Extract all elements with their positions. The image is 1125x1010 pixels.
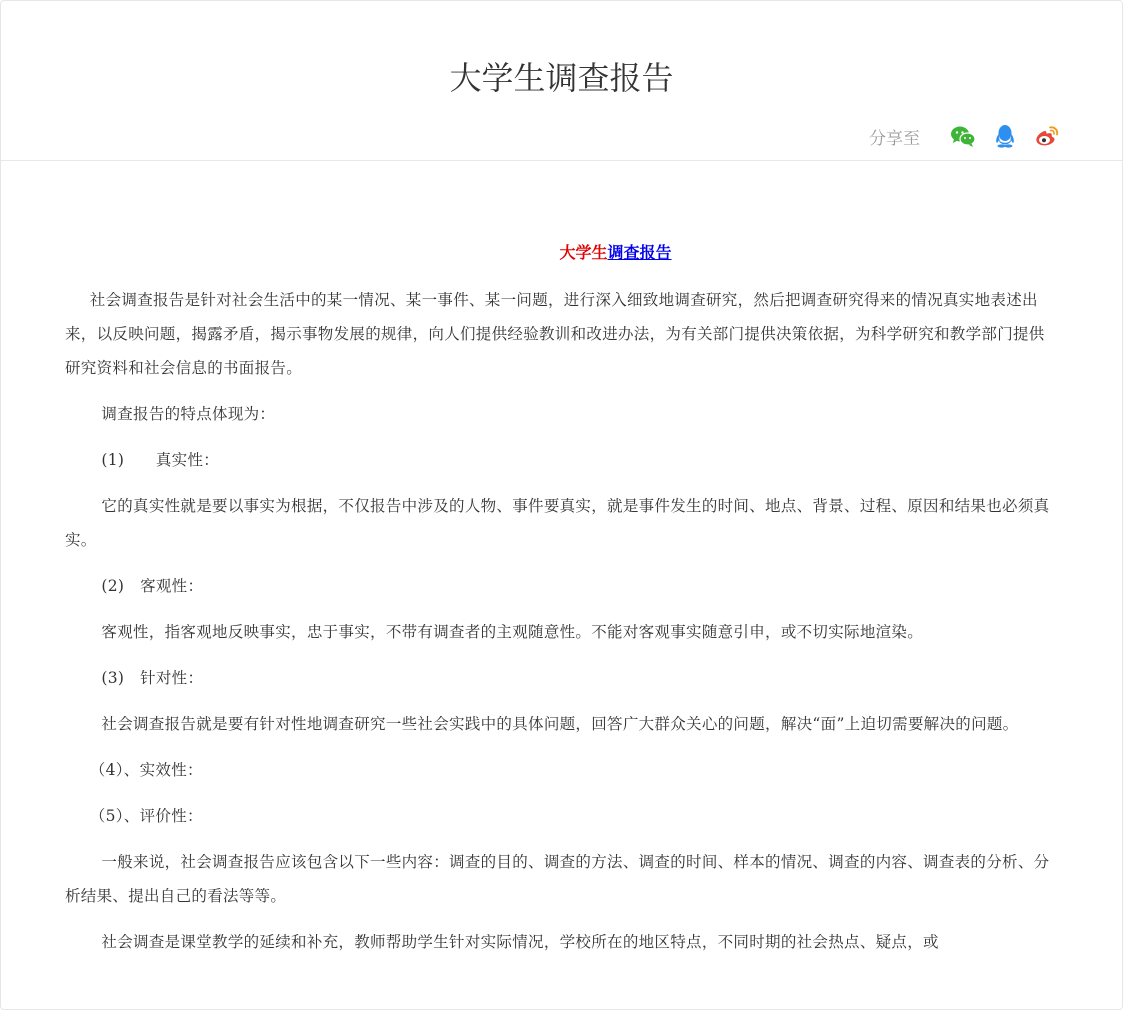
document-title [171,241,1060,265]
paragraph-item-4: （4）、实效性： [89,761,203,779]
share-label: 分享至 [869,128,920,149]
paragraph-item-1-body: 它的真实性就是要以事实为根据，不仅报告中涉及的人物、事件要真实，就是事件发生的时间、地点、背景、过程、原因和结果也必须真实。 [65,497,1050,549]
article-header [1,1,1122,161]
paragraph-item-3-body: 社会调查报告就是要有针对性地调查研究一些社会实践中的具体问题，回答广大群众关心的问题，解决“面”上迫切需要解决的问题。 [101,715,1019,733]
paragraph-item-2-body: 客观性，指客观地反映事实，忠于事实，不带有调查者的主观随意性。不能对客观事实随意引申，或不切实际地渲染。 [101,623,924,641]
article-content [65,241,1060,971]
wechat-icon[interactable] [950,123,976,149]
paragraph-intro: 社会调查报告是针对社会生活中的某一情况、某一事件、某一问题，进行深入细致地调查研究，然后把调查研究得来的情况真实地表述出来，以反映问题，揭露矛盾，揭示事物发展的规律，向人们提供经验教训和改进办法，为有关部门提供决策依据，为科学研究和教学部门提供研究资料和社会信息的书面报告。 [65,291,1045,377]
share-bar [869,121,1060,151]
document-title-text: 大学生 [559,243,608,262]
page-title: 大学生调查报告 [449,59,674,97]
paragraph-item-1: (1) 真实性： [101,451,220,469]
paragraph-item-5: （5）、评价性： [89,807,203,825]
paragraph-contents: 一般来说，社会调查报告应该包含以下一些内容：调查的目的、调查的方法、调查的时间、样本的情况、调查的内容、调查表的分析、分析结果、提出自己的看法等等。 [65,853,1050,905]
paragraph-item-3: (3) 针对性： [101,669,204,687]
document-title-link[interactable]: 调查报告 [607,243,672,262]
paragraph-item-2: (2) 客观性： [101,577,204,595]
qq-icon[interactable] [992,123,1018,149]
weibo-icon[interactable] [1034,123,1060,149]
paragraph-survey: 社会调查是课堂教学的延续和补充，教师帮助学生针对实际情况，学校所在的地区特点，不同时期的社会热点、疑点，或 [101,933,939,951]
paragraph-features-heading: 调查报告的特点体现为： [101,405,276,423]
